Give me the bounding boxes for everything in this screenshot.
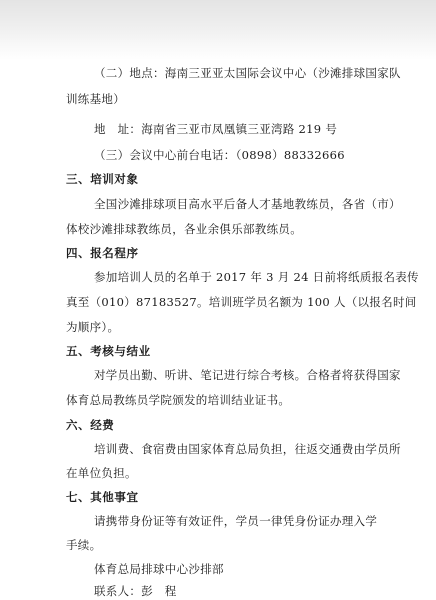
scan-shading <box>0 0 436 60</box>
section-heading-other: 七、其他事宜 <box>66 490 139 504</box>
section-heading-trainees: 三、培训对象 <box>66 172 139 186</box>
assessment-line: 对学员出勤、听讲、笔记进行综合考核。合格者将获得国家 <box>94 368 401 382</box>
registration-line-end: 为顺序）。 <box>66 320 120 334</box>
contact-person: 联系人：彭 程 <box>94 584 177 598</box>
trainees-line: 全国沙滩排球项目高水平后备人才基地教练员，各省（市） <box>94 197 401 211</box>
venue-line: （二）地点：海南三亚亚太国际会议中心（沙滩排球国家队 <box>94 66 401 80</box>
registration-line: 参加培训人员的名单于 2017 年 3 月 24 日前将纸质报名表传 <box>94 270 419 284</box>
registration-line-cont: 真至（010）87183527。培训班学员名额为 100 人（以报名时间 <box>66 295 417 309</box>
address-line: 地 址：海南省三亚市凤凰镇三亚湾路 219 号 <box>94 122 338 136</box>
assessment-line-cont: 体育总局教练员学院颁发的培训结业证书。 <box>66 393 291 407</box>
phone-line: （三）会议中心前台电话：（0898）88332666 <box>94 148 345 162</box>
other-line: 请携带身份证等有效证件，学员一律凭身份证办理入学 <box>94 514 378 528</box>
venue-line-cont: 训练基地） <box>66 92 125 106</box>
expenses-line: 培训费、食宿费由国家体育总局负担，往返交通费由学员所 <box>94 442 401 456</box>
trainees-line-cont: 体校沙滩排球教练员，各业余俱乐部教练员。 <box>66 222 302 236</box>
expenses-line-cont: 在单位负担。 <box>66 466 137 480</box>
section-heading-registration: 四、报名程序 <box>66 246 139 260</box>
section-heading-assessment: 五、考核与结业 <box>66 344 151 358</box>
other-line-cont: 手续。 <box>66 538 102 552</box>
section-heading-expenses: 六、经费 <box>66 418 115 432</box>
signature-org: 体育总局排球中心沙排部 <box>94 562 224 576</box>
